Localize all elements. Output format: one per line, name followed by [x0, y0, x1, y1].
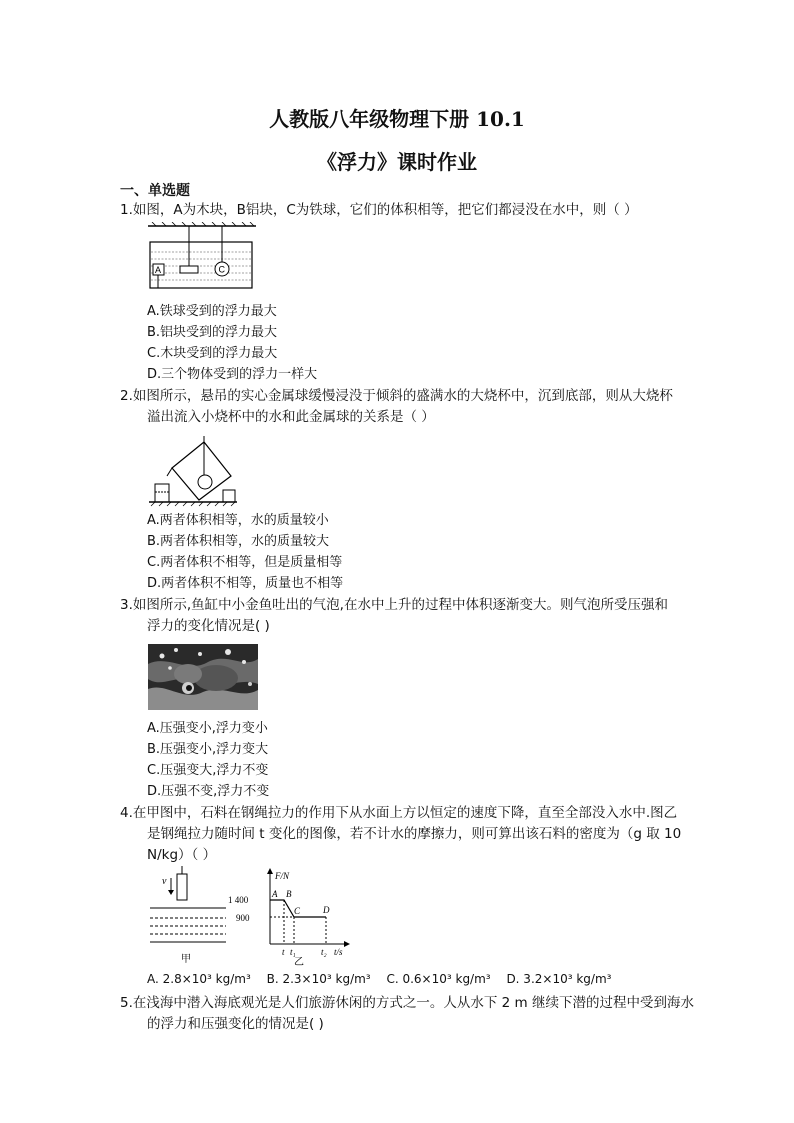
point-a-label: A: [272, 889, 278, 899]
figure-jia-label: 甲: [181, 954, 191, 965]
tick-1400: 1 400: [228, 895, 249, 905]
question-4-options: [147, 972, 623, 986]
tick-t: t: [282, 947, 285, 957]
document-title: 人教版八年级物理下册 10.1: [269, 107, 525, 131]
question-3-option-a[interactable]: A.压强变小,浮力变小: [147, 721, 268, 736]
question-4-stem-line3: N/kg）（ ）: [147, 847, 217, 863]
question-1-option-c[interactable]: C.木块受到的浮力最大: [147, 346, 278, 361]
question-2-option-b[interactable]: B.两者体积相等，水的质量较大: [147, 534, 330, 549]
section-heading: 一、单选题: [120, 183, 190, 199]
question-4-option-c[interactable]: C. 0.6×10³ kg/m³: [386, 972, 491, 986]
question-4-option-b[interactable]: B. 2.3×10³ kg/m³: [266, 972, 371, 986]
question-3-stem-line2: 浮力的变化情况是( ): [147, 618, 270, 634]
question-1-option-d[interactable]: D.三个物体受到的浮力一样大: [147, 367, 318, 382]
question-4-stem-line2: 是钢绳拉力随时间 t 变化的图像，若不计水的摩擦力，则可算出该石料的密度为（g 取 10: [147, 826, 682, 842]
question-4-figure-yi-graph: [226, 866, 356, 966]
tick-t2: t₂: [321, 947, 327, 957]
question-1-stem: 1.如图，A为木块，B铝块，C为铁球，它们的体积相等，把它们都浸没在水中，则（ ）: [120, 202, 638, 218]
figure-label-a: A: [155, 265, 162, 275]
question-3-option-b[interactable]: B.压强变小,浮力变大: [147, 742, 269, 757]
question-2-option-d[interactable]: D.两者体积不相等，质量也不相等: [147, 576, 344, 591]
tick-t1: t₁: [290, 947, 296, 957]
axis-label-f: F/N: [275, 871, 290, 881]
question-2-option-a[interactable]: A.两者体积相等，水的质量较小: [147, 513, 329, 528]
figure-yi-label: 乙: [294, 957, 304, 966]
question-2-option-c[interactable]: C.两者体积不相等，但是质量相等: [147, 555, 343, 570]
question-5-stem-line2: 的浮力和压强变化的情况是( ): [147, 1016, 324, 1032]
figure-label-c: C: [218, 264, 225, 275]
question-4-figure-jia: [148, 866, 228, 966]
point-c-label: C: [294, 906, 301, 916]
point-d-label: D: [323, 905, 330, 915]
point-b-label: B: [286, 889, 292, 899]
question-1-option-a[interactable]: A.铁球受到的浮力最大: [147, 304, 277, 319]
question-4-option-d[interactable]: D. 3.2×10³ kg/m³: [506, 972, 612, 986]
document-subtitle: 《浮力》课时作业: [317, 150, 477, 174]
question-4-option-a[interactable]: A. 2.8×10³ kg/m³: [147, 972, 251, 986]
question-3-option-c[interactable]: C.压强变大,浮力不变: [147, 763, 269, 778]
question-2-stem-line2: 溢出流入小烧杯中的水和此金属球的关系是（ ）: [147, 409, 435, 425]
question-1-option-b[interactable]: B.铝块受到的浮力最大: [147, 325, 278, 340]
question-1-figure: [146, 222, 258, 294]
tick-900: 900: [236, 913, 250, 923]
question-2-stem-line1: 2.如图所示，悬吊的实心金属球缓慢浸没于倾斜的盛满水的大烧杯中，沉到底部，则从大烧杯: [120, 388, 673, 404]
question-5-stem-line1: 5.在浅海中潜入海底观光是人们旅游休闲的方式之一。人从水下 2 m 继续下潜的过程中受到海水: [120, 995, 694, 1011]
question-2-figure: [147, 436, 239, 508]
question-3-option-d[interactable]: D.压强不变,浮力不变: [147, 784, 270, 799]
question-4-stem-line1: 4.在甲图中，石料在钢绳拉力的作用下从水面上方以恒定的速度下降，直至全部没入水中.图乙: [120, 805, 678, 821]
axis-label-t: t/s: [334, 947, 343, 957]
question-3-stem-line1: 3.如图所示,鱼缸中小金鱼吐出的气泡,在水中上升的过程中体积逐渐变大。则气泡所受压强和: [120, 597, 668, 613]
question-3-fish-photo: [148, 644, 258, 710]
velocity-label: v: [162, 876, 167, 887]
